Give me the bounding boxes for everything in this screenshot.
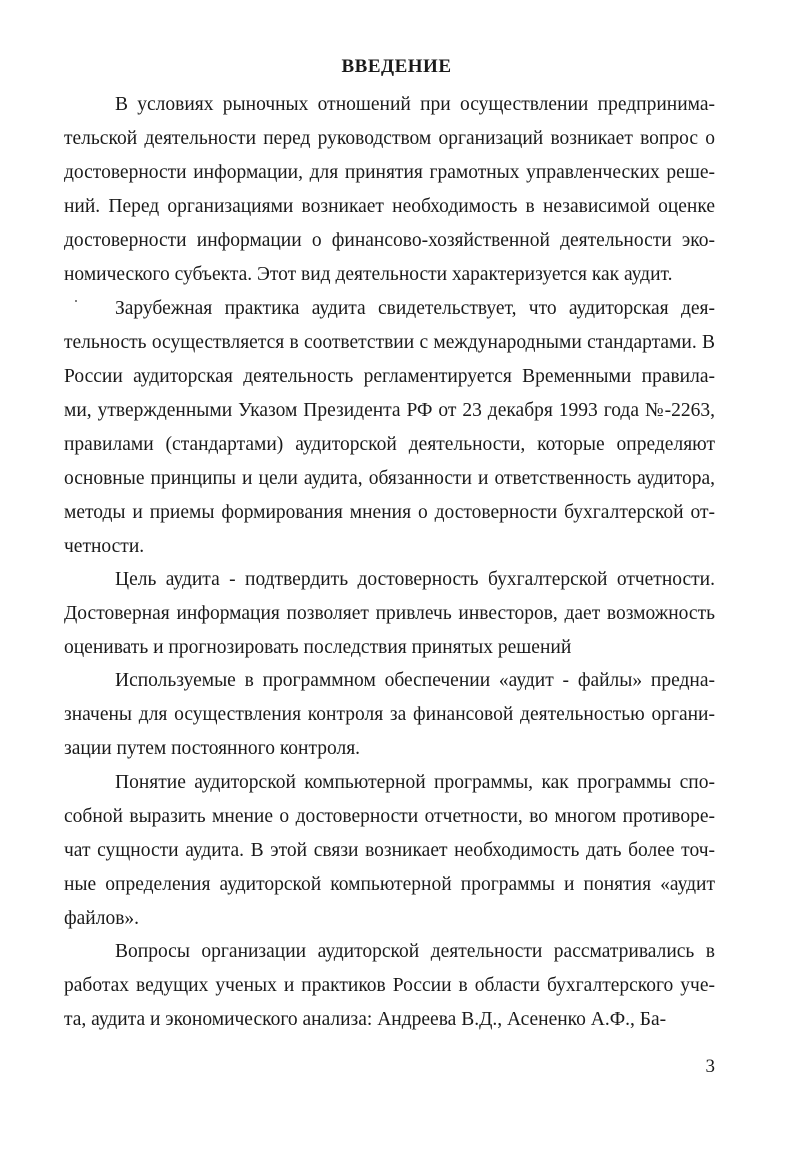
text-line: собной выразить мнение о достоверности отчетности, во многом противоре- <box>64 806 715 827</box>
text-line: Вопросы организации аудиторской деятельности рассматривались в <box>115 941 715 962</box>
text-line: та, аудита и экономического анализа: Андреева В.Д., Асененко А.Ф., Ба- <box>64 1009 667 1030</box>
text-line: Цель аудита - подтвердить достоверность бухгалтерской отчетности. <box>115 569 715 590</box>
text-line: методы и приемы формирования мнения о достоверности бухгалтерской от- <box>64 502 715 523</box>
text-line: зации путем постоянного контроля. <box>64 738 361 759</box>
text-line: Понятие аудиторской компьютерной программы, как программы спо- <box>115 772 715 793</box>
text-line: оценивать и прогнозировать последствия принятых решений <box>64 637 572 658</box>
text-line: четности. <box>64 536 145 557</box>
text-line: ные определения аудиторской компьютерной программы и понятия «аудит <box>64 874 715 895</box>
text-line: достоверности информации, для принятия грамотных управленческих реше- <box>64 162 715 183</box>
text-line: основные принципы и цели аудита, обязанности и ответственность аудитора, <box>64 468 715 489</box>
text-line: Зарубежная практика аудита свидетельствует, что аудиторская дея- <box>115 298 715 319</box>
text-line: значены для осуществления контроля за финансовой деятельностью органи- <box>64 704 715 725</box>
text-line: Используемые в программном обеспечении «аудит - файлы» предна- <box>115 670 715 691</box>
text-line: номического субъекта. Этот вид деятельности характеризуется как аудит. <box>64 264 673 285</box>
text-line: достоверности информации о финансово-хозяйственной деятельности эко- <box>64 230 715 251</box>
text-line: тельской деятельности перед руководством организаций возникает вопрос о <box>64 128 715 149</box>
text-line: работах ведущих ученых и практиков России в области бухгалтерского уче- <box>64 975 715 996</box>
text-line: ний. Перед организациями возникает необходимость в независимой оценке <box>64 196 715 217</box>
text-line: ми, утвержденными Указом Президента РФ от 23 декабря 1993 года №-2263, <box>64 400 715 421</box>
text-line: тельность осуществляется в соответствии с международными стандартами. В <box>64 332 715 353</box>
page-number: 3 <box>705 1056 715 1077</box>
text-line: Достоверная информация позволяет привлечь инвесторов, дает возможность <box>64 603 715 624</box>
text-line: чат сущности аудита. В этой связи возникает необходимость дать более точ- <box>64 840 715 861</box>
text-line: России аудиторская деятельность регламентируется Временными правила- <box>64 366 715 387</box>
text-line: файлов». <box>64 908 140 929</box>
text-line: правилами (стандартами) аудиторской деятельности, которые определяют <box>64 434 715 455</box>
section-heading: ВВЕДЕНИЕ <box>341 56 452 77</box>
text-line: В условиях рыночных отношений при осуществлении предпринима- <box>115 94 715 115</box>
